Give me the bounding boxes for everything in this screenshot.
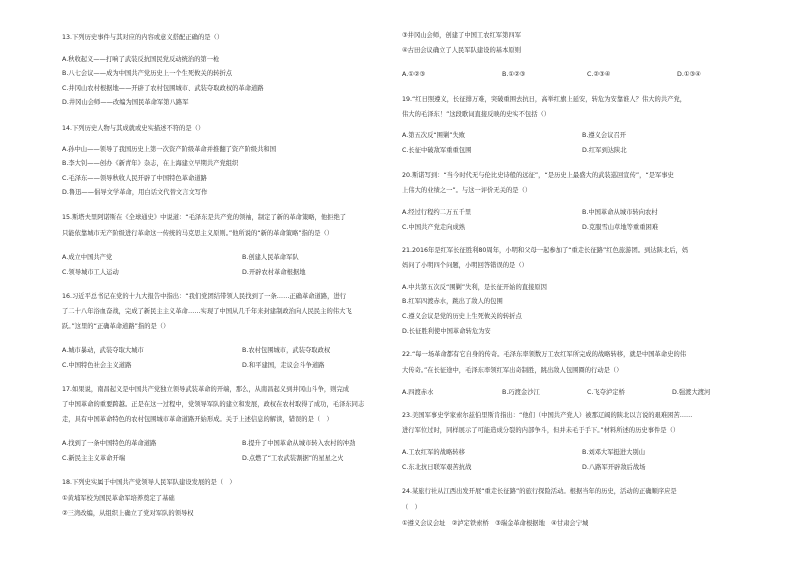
question-19-line-2: 伟大的毛泽东！”这段歌词直接反映的史实不包括（） [402, 111, 551, 118]
question-19-option-a: A.第五次反“围剿”失败 [402, 132, 466, 139]
question-18-item-3: ③井冈山会师，创建了中国工农红军第四军 [402, 32, 521, 39]
question-20-option-d: D.克服雪山草地等重重困难 [582, 224, 659, 231]
question-13-option-b: B.八七会议——成为中国共产党历史上一个生死攸关的转折点 [62, 70, 233, 77]
question-22-option-d: D.强渡大渡河 [672, 389, 711, 396]
question-17-line-3: 走，具有中国革命特色的农村包围城市革命道路开始形成。关于上述信息的解读，错误的是（ ） [62, 416, 333, 423]
question-21-option-c: C.遵义会议是党的历史上生死攸关的转折点 [402, 313, 522, 320]
question-23-option-b: B.刘邓大军挺进大别山 [582, 449, 645, 456]
question-23-option-d: D.八路军开辟敌后战场 [582, 464, 646, 471]
question-18-option-a: A.①②③ [402, 71, 426, 78]
question-16-option-a: A.城市暴动，武装夺取大城市 [62, 347, 144, 354]
question-22-line-2: 大传奇。”在长征途中，毛泽东率领红军出奇制胜，跳出敌人包围圈的行动是（） [402, 367, 623, 374]
question-13-option-a: A.秋收起义——打响了武装反抗国民党反动统治的第一枪 [62, 56, 220, 63]
question-15-option-b: B.创建人民革命军队 [242, 254, 299, 261]
question-16-line-1: 16.习近平总书记在党的十九大报告中指出：“我们党团结带领人民找到了一条……正确革命道路，进行 [62, 293, 347, 300]
question-21-line-1: 21.2016年是红军长征胜利80周年，小明和父母一起参加了“重走长征路”红色旅游团。到达陕北后，妈 [402, 247, 689, 254]
question-23-line-1: 23.美国军事史学家索尔兹伯里斯肯指出：“他们（中国共产党人）被那辽阔的陕北以言说的艰难困苦…… [402, 412, 693, 419]
question-23-option-a: A.工农红军的战略转移 [402, 449, 465, 456]
question-16-option-c: C.中国特色社会主义道路 [62, 362, 132, 369]
question-17-option-c: C.新民主主义革命开端 [62, 455, 126, 462]
question-17-option-d: D.点燃了“工农武装割据”的星星之火 [242, 455, 344, 462]
question-15-option-a: A.成立中国共产党 [62, 254, 113, 261]
question-21-option-d: D.长征胜利使中国革命转危为安 [402, 328, 491, 335]
question-16-line-3: 跃。”这里的“正确革命道路”指的是（） [62, 323, 170, 330]
question-20-option-b: B.中国革命从城市转向农村 [582, 209, 658, 216]
question-23-option-c: C.东北抗日联军艰苦抗战 [402, 464, 472, 471]
question-21-option-b: B.红军四渡赤水，跳出了敌人的包围 [402, 298, 503, 305]
question-20-line-2: 上伟大的业绩之一”。与这一评价无关的是（） [402, 187, 532, 194]
question-18-option-c: C.②③④ [587, 71, 611, 78]
question-20-option-a: A.经过行程约二万五千里 [402, 209, 472, 216]
question-24-line-2: （ ） [402, 504, 421, 511]
question-16-option-b: B.农村包围城市，武装夺取政权 [242, 347, 331, 354]
question-15-option-d: D.开辟农村革命根据地 [242, 269, 306, 276]
question-18-option-b: B.①②③ [502, 71, 526, 78]
question-20-line-1: 20.斯诺写到：“当今时代无与伦比史诗般的远征”，“是历史上最盛大的武装巡回宣传”，“是军事史 [402, 172, 674, 179]
question-19-option-b: B.遵义会议召开 [582, 132, 627, 139]
question-18-item-2: ②三湾改编，从组织上确立了党对军队的领导权 [62, 510, 194, 517]
question-17-line-1: 17.如果说，南昌起义是中国共产党独立领导武装革命的开端，那么，从南昌起义到井冈山斗争，则完成 [62, 386, 350, 393]
question-14-option-a: A.孙中山——领导了我国历史上第一次资产阶级革命并推翻了资产阶级共和国 [62, 146, 276, 153]
question-17-option-a: A.找到了一条中国特色的革命道路 [62, 440, 157, 447]
question-13-option-c: C.井冈山农村根据地——开辟了农村包围城市、武装夺取政权的革命道路 [62, 85, 264, 92]
question-15-line-2: 只能依靠城市无产阶级进行革命这一传统的马克思主义原则。”他所说的“新的革命策略”指的是（） [62, 230, 334, 237]
question-18-item-1: ①黄埔军校为国民革命军培养奠定了基础 [62, 495, 175, 502]
question-14-stem: 14.下列历史人物与其成就或史实描述不符的是（） [62, 125, 205, 132]
question-14-option-c: C.毛泽东——领导秋收人民开辟了中国特色革命道路 [62, 175, 207, 182]
question-24-line-3: ①遵义会议会址 ②泸定铁索桥 ③瑞金革命根据地 ④甘肃会宁城 [402, 520, 589, 527]
question-19-option-c: C.长征中破敌军重重包围 [402, 147, 472, 154]
question-16-line-2: 了二十八年浴血奋战，完成了新民主主义革命……实现了中国从几千年来封建制政治向人民民主的伟大飞 [62, 308, 352, 315]
question-19-option-d: D.红军到达陕北 [582, 147, 627, 154]
question-18-stem: 18.下列史实属于中国共产党领导人民军队建设发展的是（ ） [62, 479, 236, 486]
question-22-line-1: 22.“每一场革命都有它自身的传奇。毛泽东率领数万工农红军所完成的战略转移，就是中国革命史的伟 [402, 351, 687, 358]
question-22-option-b: B.巧渡金沙江 [502, 389, 540, 396]
question-15-line-1: 15.斯塔夫里阿诺斯在《全球通史》中说道：“毛泽东是共产党的领袖，制定了新的革命策略，他拒绝了 [62, 214, 347, 221]
question-16-option-d: D.和平建国，走议会斗争道路 [242, 362, 325, 369]
question-17-option-b: B.提升了中国革命从城市转入农村的冲劲 [242, 440, 356, 447]
question-13-option-d: D.井冈山会师——改编为国民革命军第八路军 [62, 99, 189, 106]
question-24-line-1: 24.某旅行社从江西出发开展“重走长征路”的旅行探险活动。根据当年的历史，活动的正确顺序应是 [402, 488, 677, 495]
question-17-line-2: 了中国革命的重要跨越。正是在这一过程中，党领导军队的建立和发展，政权在农村取得了成功，毛泽东同志 [62, 401, 365, 408]
question-23-line-2: 进行军位过时，同样展示了可能造成分裂的内部争斗，但并未毛于手下。”材料所述的历史事件是（） [402, 427, 680, 434]
question-13-stem: 13.下列历史事件与其对应的内容或意义搭配正确的是（） [62, 34, 224, 41]
question-14-option-b: B.李大钊——创办《新青年》杂志，在上海建立早期共产党组织 [62, 160, 239, 167]
question-14-option-d: D.鲁迅——倡导文学革命，用白话文代替文言文写作 [62, 189, 208, 196]
question-22-option-a: A.四渡赤水 [402, 389, 434, 396]
question-18-item-4: ④古田会议确立了人民军队建设的基本原则 [402, 47, 521, 54]
question-15-option-c: C.领导城市工人运动 [62, 269, 119, 276]
question-20-option-c: C.中国共产党走向成熟 [402, 224, 466, 231]
question-22-option-c: C.飞夺泸定桥 [587, 389, 625, 396]
question-19-line-1: 19.“红日照遵义，长征排万难，突破重围去抗日，高举红旗上延安，转危为安靠谁人？伟大的共产党， [402, 96, 687, 103]
question-18-option-d: D.①③④ [677, 71, 701, 78]
question-21-line-2: 妈问了小明四个问题，小明回答错误的是（） [402, 262, 528, 269]
question-21-option-a: A.中共第五次反“围剿”失利，是长征开始的直接原因 [402, 284, 547, 291]
